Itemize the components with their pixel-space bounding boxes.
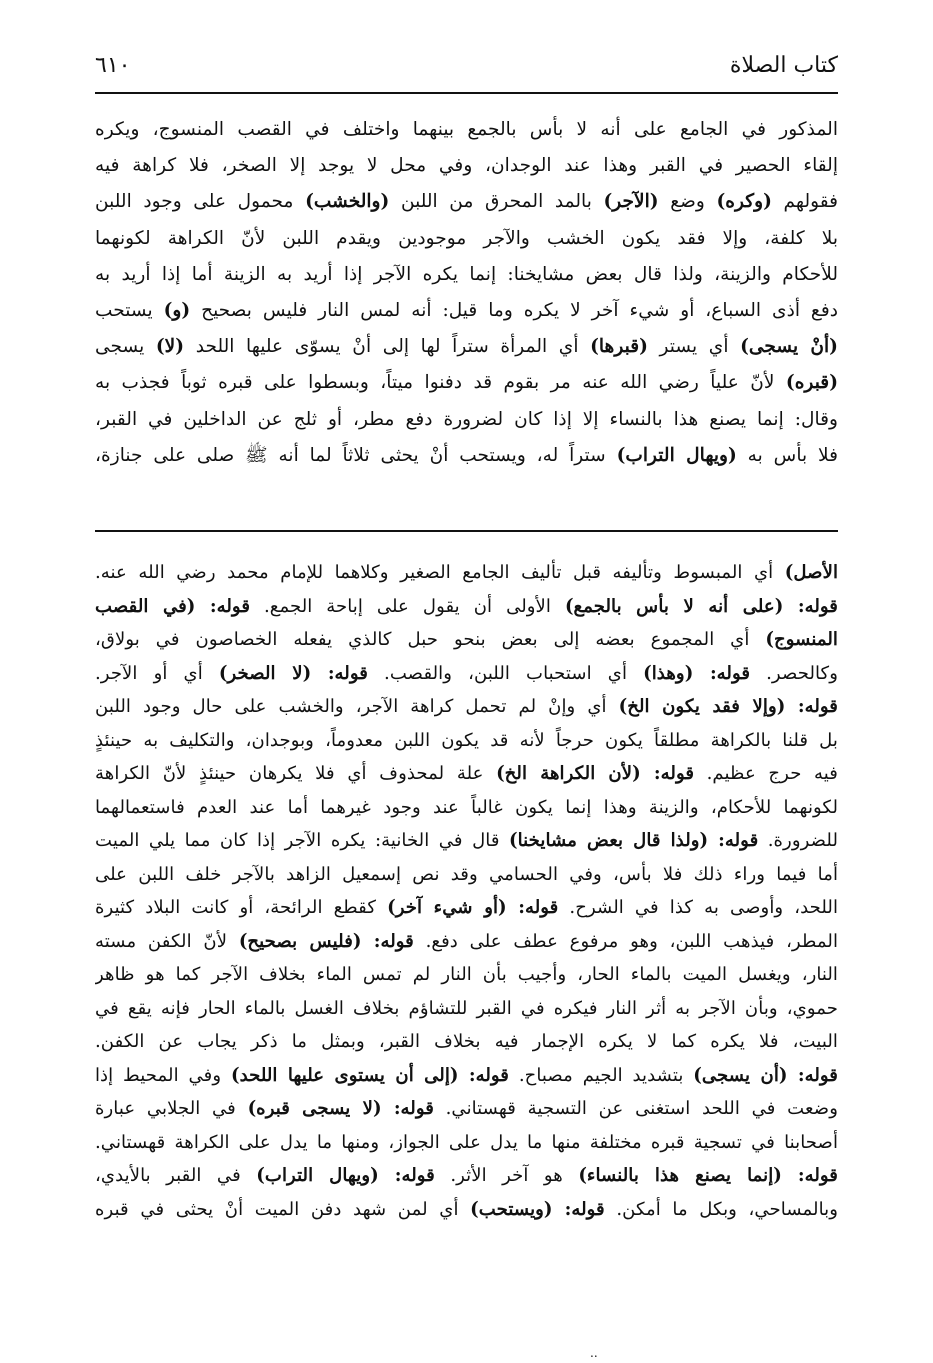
bold-fragment: قوله: (وإلا فقد يكون الخ)	[618, 696, 838, 717]
main-text-line	[95, 329, 838, 365]
text-fragment: أي المرأة ستراً لها إلى أنْ يسوّى عليها اللحد	[184, 336, 591, 358]
text-fragment: كقطع الرائحة، أو كانت البلاد كثيرة	[95, 897, 388, 918]
footnote-line	[95, 1126, 838, 1160]
bold-fragment: قوله: (إنما يصنع هذا بالنساء)	[578, 1165, 838, 1186]
text-fragment: قال في الخانية: يكره الآجر إذا كان مما يلي الميت	[95, 830, 510, 851]
text-fragment: بلا كلفة، وإلا فقد يكون الخشب والآجر موجودين ويقدم اللبن لأنّ الكراهة لكونهما	[95, 227, 838, 249]
footnote-line	[95, 1159, 838, 1193]
text-fragment: وكالحصر.	[750, 662, 838, 684]
text-fragment: النار، ويغسل الميت بالماء الحار، وأجيب بأن النار لم تمس الماء بخلاف الآجر كما هو ظاهر	[95, 964, 838, 985]
bold-fragment: قوله: (ويستحب)	[470, 1198, 605, 1220]
page-number: ٦١٠	[95, 52, 131, 78]
text-fragment: في الجلابي عبارة	[95, 1098, 248, 1119]
bold-fragment: (قبرها)	[590, 336, 648, 358]
text-fragment: في القبر بالأيدي،	[95, 1165, 257, 1186]
text-fragment: بتشديد الجيم مصباح.	[509, 1064, 694, 1086]
text-fragment: بل قلنا بالكراهة مطلقاً يكون حرجاً لأنه قد يكون اللبن معدوماً، وبوجدان، والتكليف به حينئذٍ	[95, 729, 838, 751]
text-fragment: وضع	[658, 191, 717, 213]
text-fragment: دفع أذى السباع، أو شيء آخر لا يكره وما قيل: أنه لمس النار فليس بصحيح	[190, 299, 838, 321]
text-fragment: فقولهم	[771, 191, 838, 213]
footnote-line	[95, 690, 838, 724]
footnotes	[95, 556, 838, 1226]
bold-fragment: قوله: (أن يسجى)	[693, 1064, 838, 1086]
footnote-line	[95, 590, 838, 624]
text-fragment: هو آخر الأثر.	[434, 1165, 579, 1186]
text-fragment: المطر، فيذهب اللبن، وهو مرفوع عطف على دفع.	[413, 930, 838, 952]
text-fragment: فيه حرج عظيم.	[694, 763, 838, 784]
footnote-separator	[95, 530, 838, 532]
text-fragment: لأنّ الكفن مسته	[95, 930, 239, 952]
bold-fragment: قوله: (لا الصخر)	[218, 662, 368, 684]
bold-fragment: قوله: (فليس بصحيح)	[238, 930, 414, 952]
main-text-line	[95, 293, 838, 329]
text-fragment: أي أو الآجر.	[95, 662, 219, 684]
footnote-line	[95, 757, 838, 791]
bold-fragment: قوله: (وهذا)	[643, 662, 751, 684]
text-fragment: بالمد المحرق من اللبن	[389, 191, 604, 213]
text-fragment: للأحكام والزينة، ولذا قال بعض مشايخنا: إنما يكره الآجر إذا أريد به الزينة أما إذا أريد به	[95, 263, 838, 285]
text-fragment: للضرورة.	[758, 830, 838, 851]
footnote-line	[95, 556, 838, 590]
page-bottom-mark: ..	[590, 1346, 598, 1360]
main-text-line	[95, 184, 838, 220]
footnote-line	[95, 958, 838, 992]
footnote-line	[95, 824, 838, 858]
footnote-line	[95, 891, 838, 925]
bold-fragment: (ويهال التراب)	[616, 444, 737, 466]
text-fragment: أي يستر	[647, 336, 741, 358]
bold-fragment: الأصل)	[784, 562, 838, 583]
text-fragment: علة لمحذوف أي فلا يكرهان حينئذٍ لأنّ الكراهة	[95, 763, 497, 784]
main-text-line	[95, 438, 838, 474]
page-header	[95, 48, 838, 82]
text-fragment: أي المجموع بعضه إلى بعض بنحو حبل كالذي يفعله الخصاصون في بولاق،	[95, 629, 766, 650]
bold-fragment: قوله: (أو شيء آخر)	[387, 897, 559, 918]
bold-fragment: (قبره)	[785, 372, 838, 394]
text-fragment: اللحد، وأوصى به كذا في الشرح.	[558, 897, 838, 918]
text-fragment: البيت، فلا يكره كما لا يكره الإجمار فيه بخلاف القبر، وبمثل ما ذكر يجاب عن الكفن.	[95, 1031, 838, 1052]
text-fragment: أي وإنْ لم تحمل كراهة الآجر، والخشب على حال وجود اللبن	[95, 696, 619, 717]
footnote-line	[95, 858, 838, 892]
bold-fragment: (والخشب)	[305, 191, 390, 213]
text-fragment: لكونهما للأحكام، والزينة وهذا إنما يكون غالباً عند وجود غيرهما أما عند العدم فاستعمالهما	[95, 796, 838, 818]
bold-fragment: قوله: (لا يسجى قبره)	[247, 1098, 434, 1119]
text-fragment: وقال: إنما يصنع هذا بالنساء إلا إذا كان لضرورة دفع مطر، أو ثلج عن الداخلين في القبر،	[95, 408, 838, 430]
main-text-line	[95, 148, 838, 184]
footnote-line	[95, 724, 838, 758]
bold-fragment: قوله: (لأن الكراهة الخ)	[496, 763, 695, 784]
main-text-line	[95, 112, 838, 148]
text-fragment: فلا بأس به	[736, 444, 838, 466]
bold-fragment: المنسوج)	[765, 629, 838, 650]
text-fragment: وفي المحيط إذا	[95, 1064, 231, 1086]
text-fragment: أصحابنا في تسجية قبره مختلفة منها ما يدل على الجواز، ومنها ما يدل على الكراهة قهستاني.	[95, 1131, 838, 1153]
footnote-line	[95, 1025, 838, 1059]
main-text-line	[95, 257, 838, 293]
book-title: كتاب الصلاة	[729, 52, 838, 78]
footnote-line	[95, 992, 838, 1026]
footnote-line	[95, 657, 838, 691]
header-rule	[95, 92, 838, 94]
text-fragment: لأنّ علياً رضي الله عنه مر بقوم قد دفنوا ميتاً، وبسطوا على قبره ثوباً فجذب به	[95, 372, 786, 394]
bold-fragment: (و)	[163, 299, 191, 321]
main-text-line	[95, 365, 838, 401]
bold-fragment: (أنْ يسجى)	[740, 336, 838, 358]
bold-fragment: قوله: (ويهال التراب)	[256, 1165, 435, 1186]
text-fragment: يستحب	[95, 299, 164, 321]
main-text-line	[95, 402, 838, 438]
text-fragment: محمول على وجود اللبن	[95, 191, 306, 213]
text-fragment: ستراً له، ويستحب أنْ يحثى ثلاثاً لما أنه ﷺ صلى على جنازة،	[95, 444, 617, 466]
footnote-line	[95, 925, 838, 959]
text-fragment: المذكور في الجامع على أنه لا بأس بالجمع بينهما واختلف في القصب المنسوج، ويكره	[95, 119, 838, 140]
text-fragment: أي المبسوط وتأليفه قبل تأليف الجامع الصغير وكلاهما للإمام محمد رضي الله عنه.	[95, 562, 785, 583]
main-text	[95, 112, 838, 474]
bold-fragment: (لا)	[155, 336, 185, 358]
footnote-line	[95, 1092, 838, 1126]
text-fragment: وضعت في اللحد استغنى عن التسجية قهستاني.	[433, 1098, 838, 1119]
text-fragment: أي استحباب اللبن، والقصب.	[367, 662, 644, 684]
text-fragment: إلقاء الحصير في القبر وهذا عند الوجدان، وفي محل لا يوجد إلا الصخر، فلا كراهة فيه	[95, 155, 838, 177]
bold-fragment: قوله: (على أنه لا بأس بالجمع)	[564, 595, 838, 617]
footnote-line	[95, 623, 838, 657]
text-fragment: الأولى أن يقول على إباحة الجمع.	[250, 595, 565, 617]
footnote-line	[95, 791, 838, 825]
bold-fragment: (الآجر)	[603, 191, 659, 213]
bold-fragment: (وكره)	[716, 191, 772, 213]
bold-fragment: قوله: (في القصب	[95, 595, 251, 617]
text-fragment: أما فيما وراء ذلك فلا بأس، وفي الحسامي وقد نص إسمعيل الزاهد بالآجر خلف اللبن على	[95, 863, 838, 885]
main-text-line	[95, 221, 838, 257]
text-fragment: وبالمساحي، وبكل ما أمكن.	[604, 1198, 838, 1220]
footnote-line	[95, 1059, 838, 1093]
footnote-line	[95, 1193, 838, 1227]
text-fragment: يسجى	[95, 336, 156, 358]
bold-fragment: قوله: (ولذا قال بعض مشايخنا)	[509, 830, 759, 851]
text-fragment: أي لمن شهد دفن الميت أنْ يحثى في قبره	[95, 1198, 471, 1220]
text-fragment: حموي، وبأن الآجر به أثر النار فيكره في القبر للتشاؤم بخلاف الغسل بالماء الحار فإنه يقع في	[95, 997, 838, 1019]
bold-fragment: قوله: (إلى أن يستوى عليها اللحد)	[230, 1064, 509, 1086]
